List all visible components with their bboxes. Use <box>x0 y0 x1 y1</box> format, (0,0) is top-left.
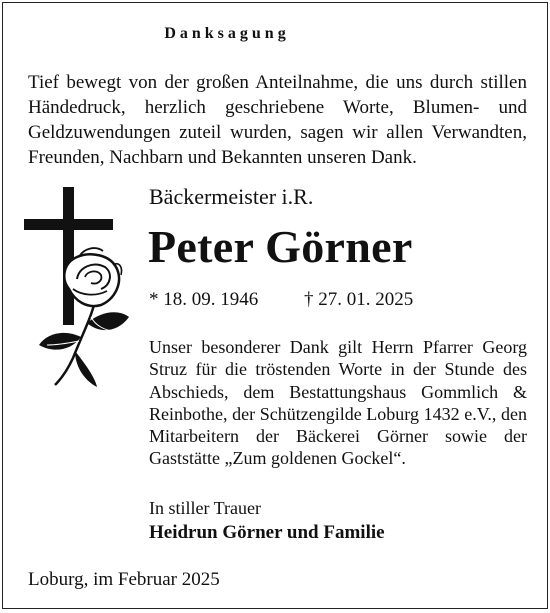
family-signature: Heidrun Görner und Familie <box>149 522 385 543</box>
place-and-date: Loburg, im Februar 2025 <box>28 569 220 590</box>
mourning-line: In stiller Trauer <box>149 498 261 518</box>
death-date: † 27. 01. 2025 <box>304 289 414 310</box>
cross-with-rose-icon <box>21 183 136 388</box>
intro-text: Tief bewegt von der großen Anteilnahme, die uns durch stillen Händedruck, herzlich geschriebene Worte, Blumen- und Geldzuwendungen zuteil wurden, sagen wir allen Verwandten, Freunden, Nachbarn und Bekannten unseren Dank. <box>28 72 527 168</box>
birth-date: * 18. 09. 1946 <box>149 289 259 310</box>
notice-heading: Danksagung <box>164 25 290 42</box>
life-dates <box>149 289 413 311</box>
special-thanks-text: Unser besonderer Dank gilt Herrn Pfarrer Georg Struz für die tröstenden Worte in der Stunde des Abschieds, dem Bestattungshaus Gommlich & Reinbothe, der Schützengilde Loburg 1432 e.V., den Mitarbeitern der Bäckerei Görner sowie der Gaststätte „Zum goldenen Gockel“. <box>149 337 527 469</box>
occupation-title: Bäckermeister i.R. <box>149 184 314 209</box>
obituary-notice <box>2 2 548 609</box>
deceased-name: Peter Görner <box>148 221 413 272</box>
